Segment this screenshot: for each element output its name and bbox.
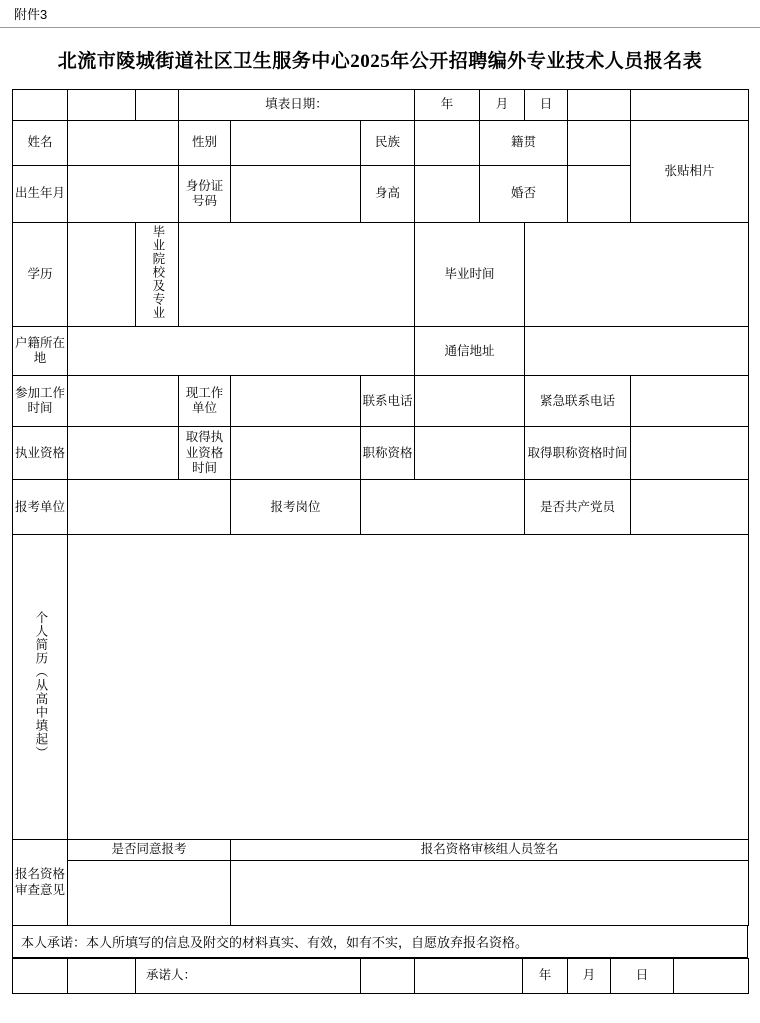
row-qualification bbox=[13, 427, 749, 480]
fill-date-day: 日 bbox=[525, 90, 568, 121]
label-native-place: 籍贯 bbox=[480, 121, 568, 166]
input-mail-address[interactable] bbox=[525, 327, 749, 376]
fill-date-blank-3 bbox=[136, 90, 179, 121]
label-title-qualification: 职称资格 bbox=[361, 427, 415, 480]
input-current-employer[interactable] bbox=[231, 376, 361, 427]
fill-date-blank-4 bbox=[568, 90, 631, 121]
input-gender[interactable] bbox=[231, 121, 361, 166]
label-practice-qualification: 执业资格 bbox=[13, 427, 68, 480]
input-id-number[interactable] bbox=[231, 166, 361, 223]
page-title: 北流市陵城街道社区卫生服务中心2025年公开招聘编外专业技术人员报名表 bbox=[57, 51, 703, 73]
label-reviewer-signature: 报名资格审核组人员签名 bbox=[231, 840, 749, 861]
label-agree-apply: 是否同意报考 bbox=[68, 840, 231, 861]
label-gender: 性别 bbox=[179, 121, 231, 166]
label-phone: 联系电话 bbox=[361, 376, 415, 427]
fill-date-label: 填表日期： bbox=[179, 90, 415, 121]
input-work-start[interactable] bbox=[68, 376, 179, 427]
label-nation: 民族 bbox=[361, 121, 415, 166]
input-promise-signature[interactable] bbox=[415, 958, 523, 993]
input-graduation-time[interactable] bbox=[525, 223, 749, 327]
photo-placeholder: 张贴相片 bbox=[631, 121, 749, 223]
row-review-body bbox=[13, 860, 749, 925]
input-agree-apply[interactable] bbox=[68, 860, 231, 925]
input-marital[interactable] bbox=[568, 166, 631, 223]
promise-month: 月 bbox=[568, 958, 611, 993]
label-id-number: 身份证号码 bbox=[179, 166, 231, 223]
input-birth-date[interactable] bbox=[68, 166, 179, 223]
label-apply-post: 报考岗位 bbox=[231, 480, 361, 535]
promise-year: 年 bbox=[523, 958, 568, 993]
label-name: 姓名 bbox=[13, 121, 68, 166]
label-practice-qual-time: 取得执业资格时间 bbox=[179, 427, 231, 480]
fill-date-blank-5 bbox=[631, 90, 749, 121]
label-review-opinion: 报名资格审查意见 bbox=[13, 840, 68, 926]
label-resume-text: 个人简历（从高中填起） bbox=[33, 610, 48, 760]
row-education bbox=[13, 223, 749, 327]
input-apply-unit[interactable] bbox=[68, 480, 231, 535]
label-apply-unit: 报考单位 bbox=[13, 480, 68, 535]
input-emergency-phone[interactable] bbox=[631, 376, 749, 427]
fill-date-blank-2 bbox=[68, 90, 136, 121]
label-party-member: 是否共产党员 bbox=[525, 480, 631, 535]
promise-signer-label: 承诺人： bbox=[136, 958, 361, 993]
row-household bbox=[13, 327, 749, 376]
input-title-qual-time[interactable] bbox=[631, 427, 749, 480]
fill-date-row bbox=[13, 90, 749, 121]
row-work bbox=[13, 376, 749, 427]
input-practice-qual-time[interactable] bbox=[231, 427, 361, 480]
promise-signature-row bbox=[13, 958, 749, 993]
input-education[interactable] bbox=[68, 223, 136, 327]
promise-signature-table bbox=[12, 958, 749, 994]
row-resume bbox=[13, 535, 749, 840]
input-practice-qualification[interactable] bbox=[68, 427, 179, 480]
label-title-qual-time: 取得职称资格时间 bbox=[525, 427, 631, 480]
row-basic-1 bbox=[13, 121, 749, 166]
label-mail-address: 通信地址 bbox=[415, 327, 525, 376]
promise-blank-1 bbox=[13, 958, 68, 993]
attachment-label: 附件3 bbox=[14, 7, 48, 22]
input-party-member[interactable] bbox=[631, 480, 749, 535]
input-nation[interactable] bbox=[415, 121, 480, 166]
label-work-start: 参加工作时间 bbox=[13, 376, 68, 427]
label-emergency-phone: 紧急联系电话 bbox=[525, 376, 631, 427]
fill-date-blank-1 bbox=[13, 90, 68, 121]
promise-blank-4 bbox=[674, 958, 749, 993]
input-resume[interactable] bbox=[68, 535, 749, 840]
promise-day: 日 bbox=[611, 958, 674, 993]
input-name[interactable] bbox=[68, 121, 179, 166]
promise-blank-3 bbox=[361, 958, 415, 993]
label-current-employer: 现工作单位 bbox=[179, 376, 231, 427]
promise-statement: 本人承诺：本人所填写的信息及附交的材料真实、有效，如有不实，自愿放弃报名资格。 bbox=[12, 926, 748, 958]
input-height[interactable] bbox=[415, 166, 480, 223]
row-apply bbox=[13, 480, 749, 535]
fill-date-year: 年 bbox=[415, 90, 480, 121]
label-school-major bbox=[136, 223, 179, 327]
fill-date-month: 月 bbox=[480, 90, 525, 121]
registration-form-table bbox=[12, 89, 749, 926]
label-birth-date: 出生年月 bbox=[13, 166, 68, 223]
promise-blank-2 bbox=[68, 958, 136, 993]
label-household: 户籍所在地 bbox=[13, 327, 68, 376]
input-phone[interactable] bbox=[415, 376, 525, 427]
label-education: 学历 bbox=[13, 223, 68, 327]
label-resume bbox=[13, 535, 68, 840]
input-title-qualification[interactable] bbox=[415, 427, 525, 480]
label-graduation-time: 毕业时间 bbox=[415, 223, 525, 327]
label-marital: 婚否 bbox=[480, 166, 568, 223]
label-height: 身高 bbox=[361, 166, 415, 223]
input-household[interactable] bbox=[68, 327, 415, 376]
input-native-place[interactable] bbox=[568, 121, 631, 166]
input-apply-post[interactable] bbox=[361, 480, 525, 535]
input-reviewer-signature[interactable] bbox=[231, 860, 749, 925]
label-school-major-text: 毕业院校及专业 bbox=[150, 225, 165, 320]
row-review-header bbox=[13, 840, 749, 861]
input-school-major[interactable] bbox=[179, 223, 415, 327]
